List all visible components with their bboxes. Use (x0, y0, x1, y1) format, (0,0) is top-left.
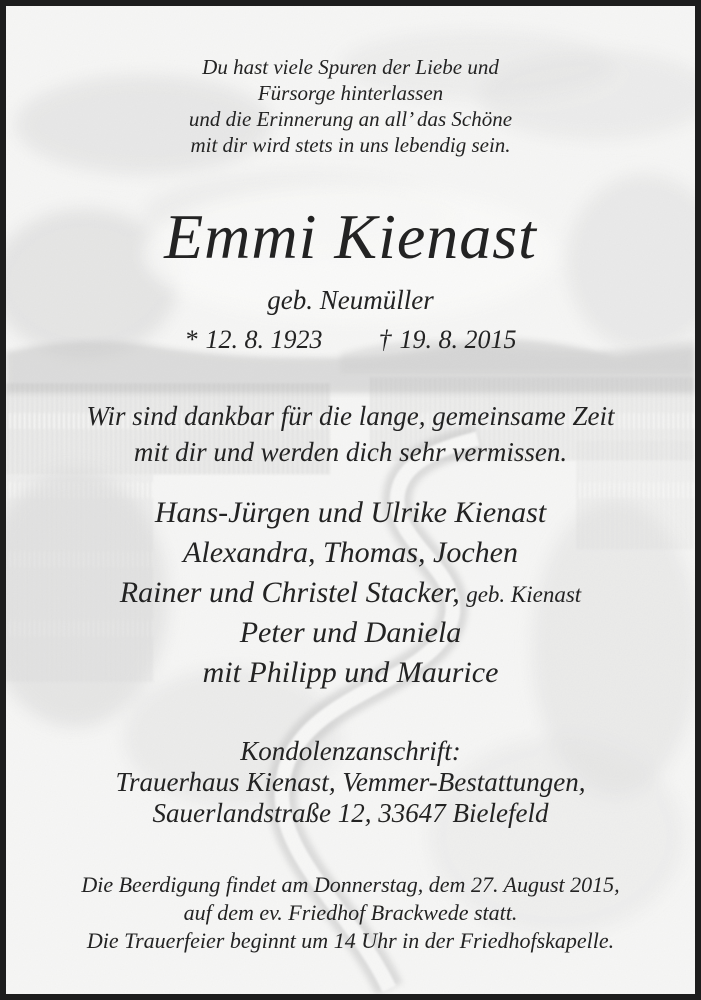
funeral-line: Die Trauerfeier beginnt um 14 Uhr in der Friedhofskapelle. (86, 928, 615, 953)
mourner-names: mit Philipp und Maurice (202, 656, 499, 689)
tribute-text (6, 398, 695, 470)
death-date (379, 324, 517, 356)
funeral-line: auf dem ev. Friedhof Brackwede statt. (183, 900, 518, 925)
mourner-line (6, 614, 695, 654)
mourner-line (6, 574, 695, 614)
tribute-line: mit dir und werden dich sehr vermissen. (133, 437, 568, 467)
life-dates (6, 324, 695, 356)
condolence-line: Sauerlandstraße 12, 33647 Bielefeld (152, 798, 549, 828)
epigraph-line: Du hast viele Spuren der Liebe und (202, 55, 499, 79)
condolence-address (6, 736, 695, 829)
death-dagger-symbol: † (378, 325, 392, 354)
funeral-line: Die Beerdigung findet am Donnerstag, dem 27. August 2015, (81, 872, 620, 897)
mourner-names: Peter und Daniela (239, 616, 462, 649)
epigraph-line: Fürsorge hinterlassen (257, 81, 444, 105)
mourners-list (6, 494, 695, 694)
death-date-value: 19. 8. 2015 (399, 325, 517, 354)
mourner-line (6, 534, 695, 574)
condolence-heading: Kondolenzanschrift: (240, 736, 461, 766)
epigraph-verse (6, 54, 695, 158)
mourner-line (6, 654, 695, 694)
deceased-name: Emmi Kienast (164, 201, 537, 272)
birth-date-value: 12. 8. 1923 (205, 325, 323, 354)
birth-asterisk-symbol: * (184, 325, 198, 354)
tribute-line: Wir sind dankbar für die lange, gemeinsame Zeit (86, 401, 615, 431)
epigraph-line: und die Erinnerung an all’ das Schöne (188, 107, 513, 131)
mourner-line (6, 494, 695, 534)
maiden-name: geb. Neumüller (267, 285, 434, 315)
funeral-notice (6, 871, 695, 955)
condolence-line: Trauerhaus Kienast, Vemmer-Bestattungen, (115, 767, 586, 797)
mourner-names: Rainer und Christel Stacker, (119, 576, 460, 609)
mourner-names: Alexandra, Thomas, Jochen (183, 536, 518, 569)
mourner-suffix: geb. Kienast (466, 582, 582, 607)
epigraph-line: mit dir wird stets in uns lebendig sein. (190, 133, 511, 157)
mourner-names: Hans-Jürgen und Ulrike Kienast (154, 496, 547, 529)
birth-date (185, 324, 323, 356)
obituary-content (6, 54, 695, 1000)
